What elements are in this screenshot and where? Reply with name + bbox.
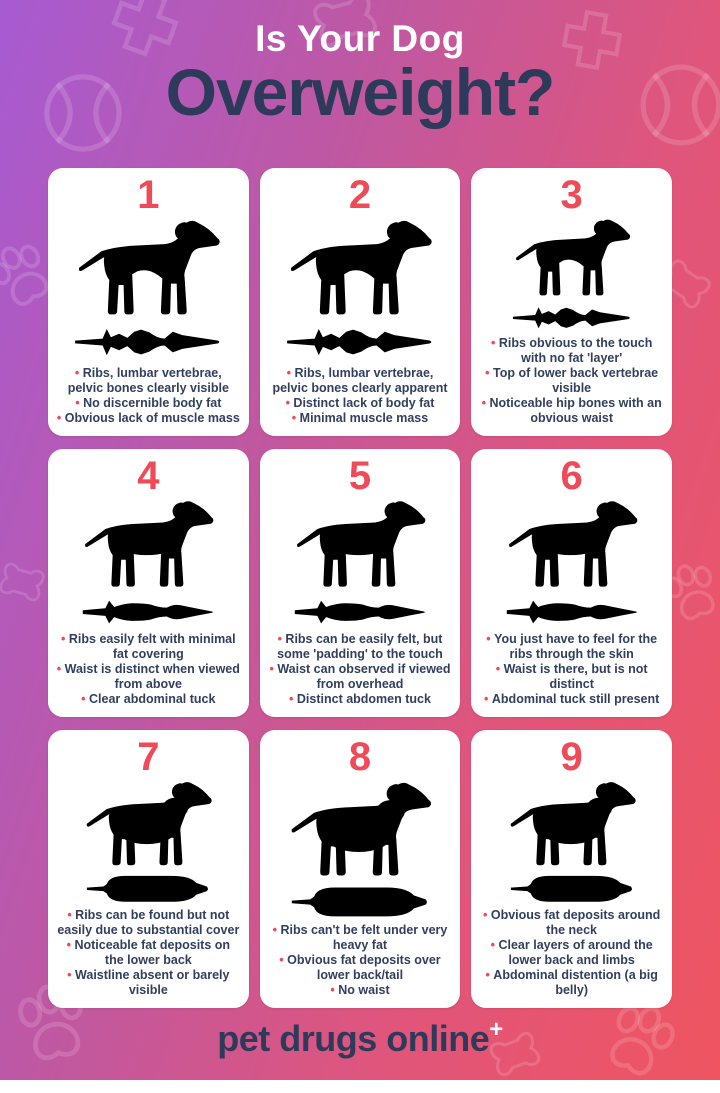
score-number: 5	[348, 454, 372, 498]
bullet-item: • Noticeable fat deposits on the lower back	[56, 938, 241, 968]
score-card-9	[471, 730, 672, 1008]
dog-top-silhouette-icon	[490, 870, 654, 908]
score-number: 2	[348, 173, 372, 217]
dog-side-silhouette-icon	[70, 495, 226, 590]
bullet-item: • Distinct abdomen tuck	[268, 692, 453, 707]
bullet-item: • Ribs can't be felt under very heavy fat	[268, 923, 453, 953]
dog-side-silhouette-icon	[278, 776, 442, 879]
bullet-list	[54, 908, 243, 998]
score-number: 4	[137, 454, 160, 498]
dog-side-silhouette-icon	[490, 776, 654, 868]
bullet-item: • Abdominal tuck still present	[479, 692, 664, 707]
plus-icon: +	[489, 1016, 503, 1043]
dog-side-silhouette-icon	[66, 776, 230, 868]
score-card-7	[48, 730, 249, 1008]
score-card-6	[471, 449, 672, 717]
dog-side-silhouette-icon	[494, 214, 650, 298]
score-number: 9	[560, 735, 583, 779]
footer-logo	[0, 1016, 720, 1060]
bullet-item: • No discernible body fat	[56, 396, 241, 411]
bullet-item: • Waist is distinct when viewed from above	[56, 662, 241, 692]
bullet-item: • Clear layers of around the lower back and limbs	[479, 938, 664, 968]
score-number: 1	[137, 173, 160, 217]
bullet-item: • Waistline absent or barely visible	[56, 968, 241, 998]
bullet-item: • No waist	[268, 983, 453, 998]
dog-top-silhouette-icon	[490, 592, 654, 632]
bullet-item: • Clear abdominal tuck	[56, 692, 241, 707]
dog-top-silhouette-icon	[278, 881, 442, 923]
dog-side-silhouette-icon	[494, 495, 650, 590]
dog-side-silhouette-icon	[70, 214, 226, 318]
bullet-list	[266, 632, 455, 707]
bullet-item: • Ribs, lumbar vertebrae, pelvic bones clearly visible	[56, 366, 241, 396]
bullet-item: • Ribs obvious to the touch with no fat 'layer'	[479, 336, 664, 366]
bullet-item: • Noticeable hip bones with an obvious waist	[479, 396, 664, 426]
dog-side-silhouette-icon	[282, 214, 438, 318]
bullet-list	[477, 908, 666, 998]
footer-logo-text: pet drugs online	[217, 1018, 490, 1059]
score-number: 8	[348, 735, 372, 779]
bullet-item: • Obvious lack of muscle mass	[56, 411, 241, 426]
title-line-1: Is Your Dog	[255, 18, 465, 59]
bullet-item: • Abdominal distention (a big belly)	[479, 968, 664, 998]
bullet-item: • Ribs easily felt with minimal fat covering	[56, 632, 241, 662]
score-card-2	[260, 168, 461, 436]
title-line-2: Overweight?	[165, 55, 555, 129]
dog-top-silhouette-icon	[490, 300, 654, 336]
bullet-item: • Ribs can be found but not easily due to substantial cover	[56, 908, 241, 938]
bullet-list	[477, 336, 666, 426]
bullet-list	[266, 923, 455, 998]
poster-title	[0, 0, 720, 129]
score-card-4	[48, 449, 249, 717]
bullet-list	[266, 366, 455, 426]
score-card-8	[260, 730, 461, 1008]
dog-top-silhouette-icon	[66, 870, 230, 908]
bullet-item: • Ribs, lumbar vertebrae, pelvic bones clearly apparent	[268, 366, 453, 396]
bullet-item: • Waist can observed if viewed from overhead	[268, 662, 453, 692]
score-card-5	[260, 449, 461, 717]
bullet-item: • Waist is there, but is not distinct	[479, 662, 664, 692]
bullet-item: • Top of lower back vertebrae visible	[479, 366, 664, 396]
bullet-list	[477, 632, 666, 707]
bullet-list	[54, 366, 243, 426]
bullet-item: • Distinct lack of body fat	[268, 396, 453, 411]
score-number: 7	[137, 735, 160, 779]
score-number: 3	[560, 173, 583, 217]
score-card-3	[471, 168, 672, 436]
dog-side-silhouette-icon	[282, 495, 438, 590]
dog-top-silhouette-icon	[278, 592, 442, 632]
score-card-1	[48, 168, 249, 436]
bullet-item: • Obvious fat deposits over lower back/tail	[268, 953, 453, 983]
bullet-item: • Obvious fat deposits around the neck	[479, 908, 664, 938]
bullet-item: • Ribs can be easily felt, but some 'padding' to the touch	[268, 632, 453, 662]
dog-top-silhouette-icon	[66, 320, 230, 364]
bullet-item: • Minimal muscle mass	[268, 411, 453, 426]
bullet-list	[54, 632, 243, 707]
bullet-item: • You just have to feel for the ribs through the skin	[479, 632, 664, 662]
score-number: 6	[560, 454, 583, 498]
dog-top-silhouette-icon	[66, 592, 230, 632]
body-condition-grid	[48, 168, 672, 1008]
dog-top-silhouette-icon	[278, 320, 442, 364]
